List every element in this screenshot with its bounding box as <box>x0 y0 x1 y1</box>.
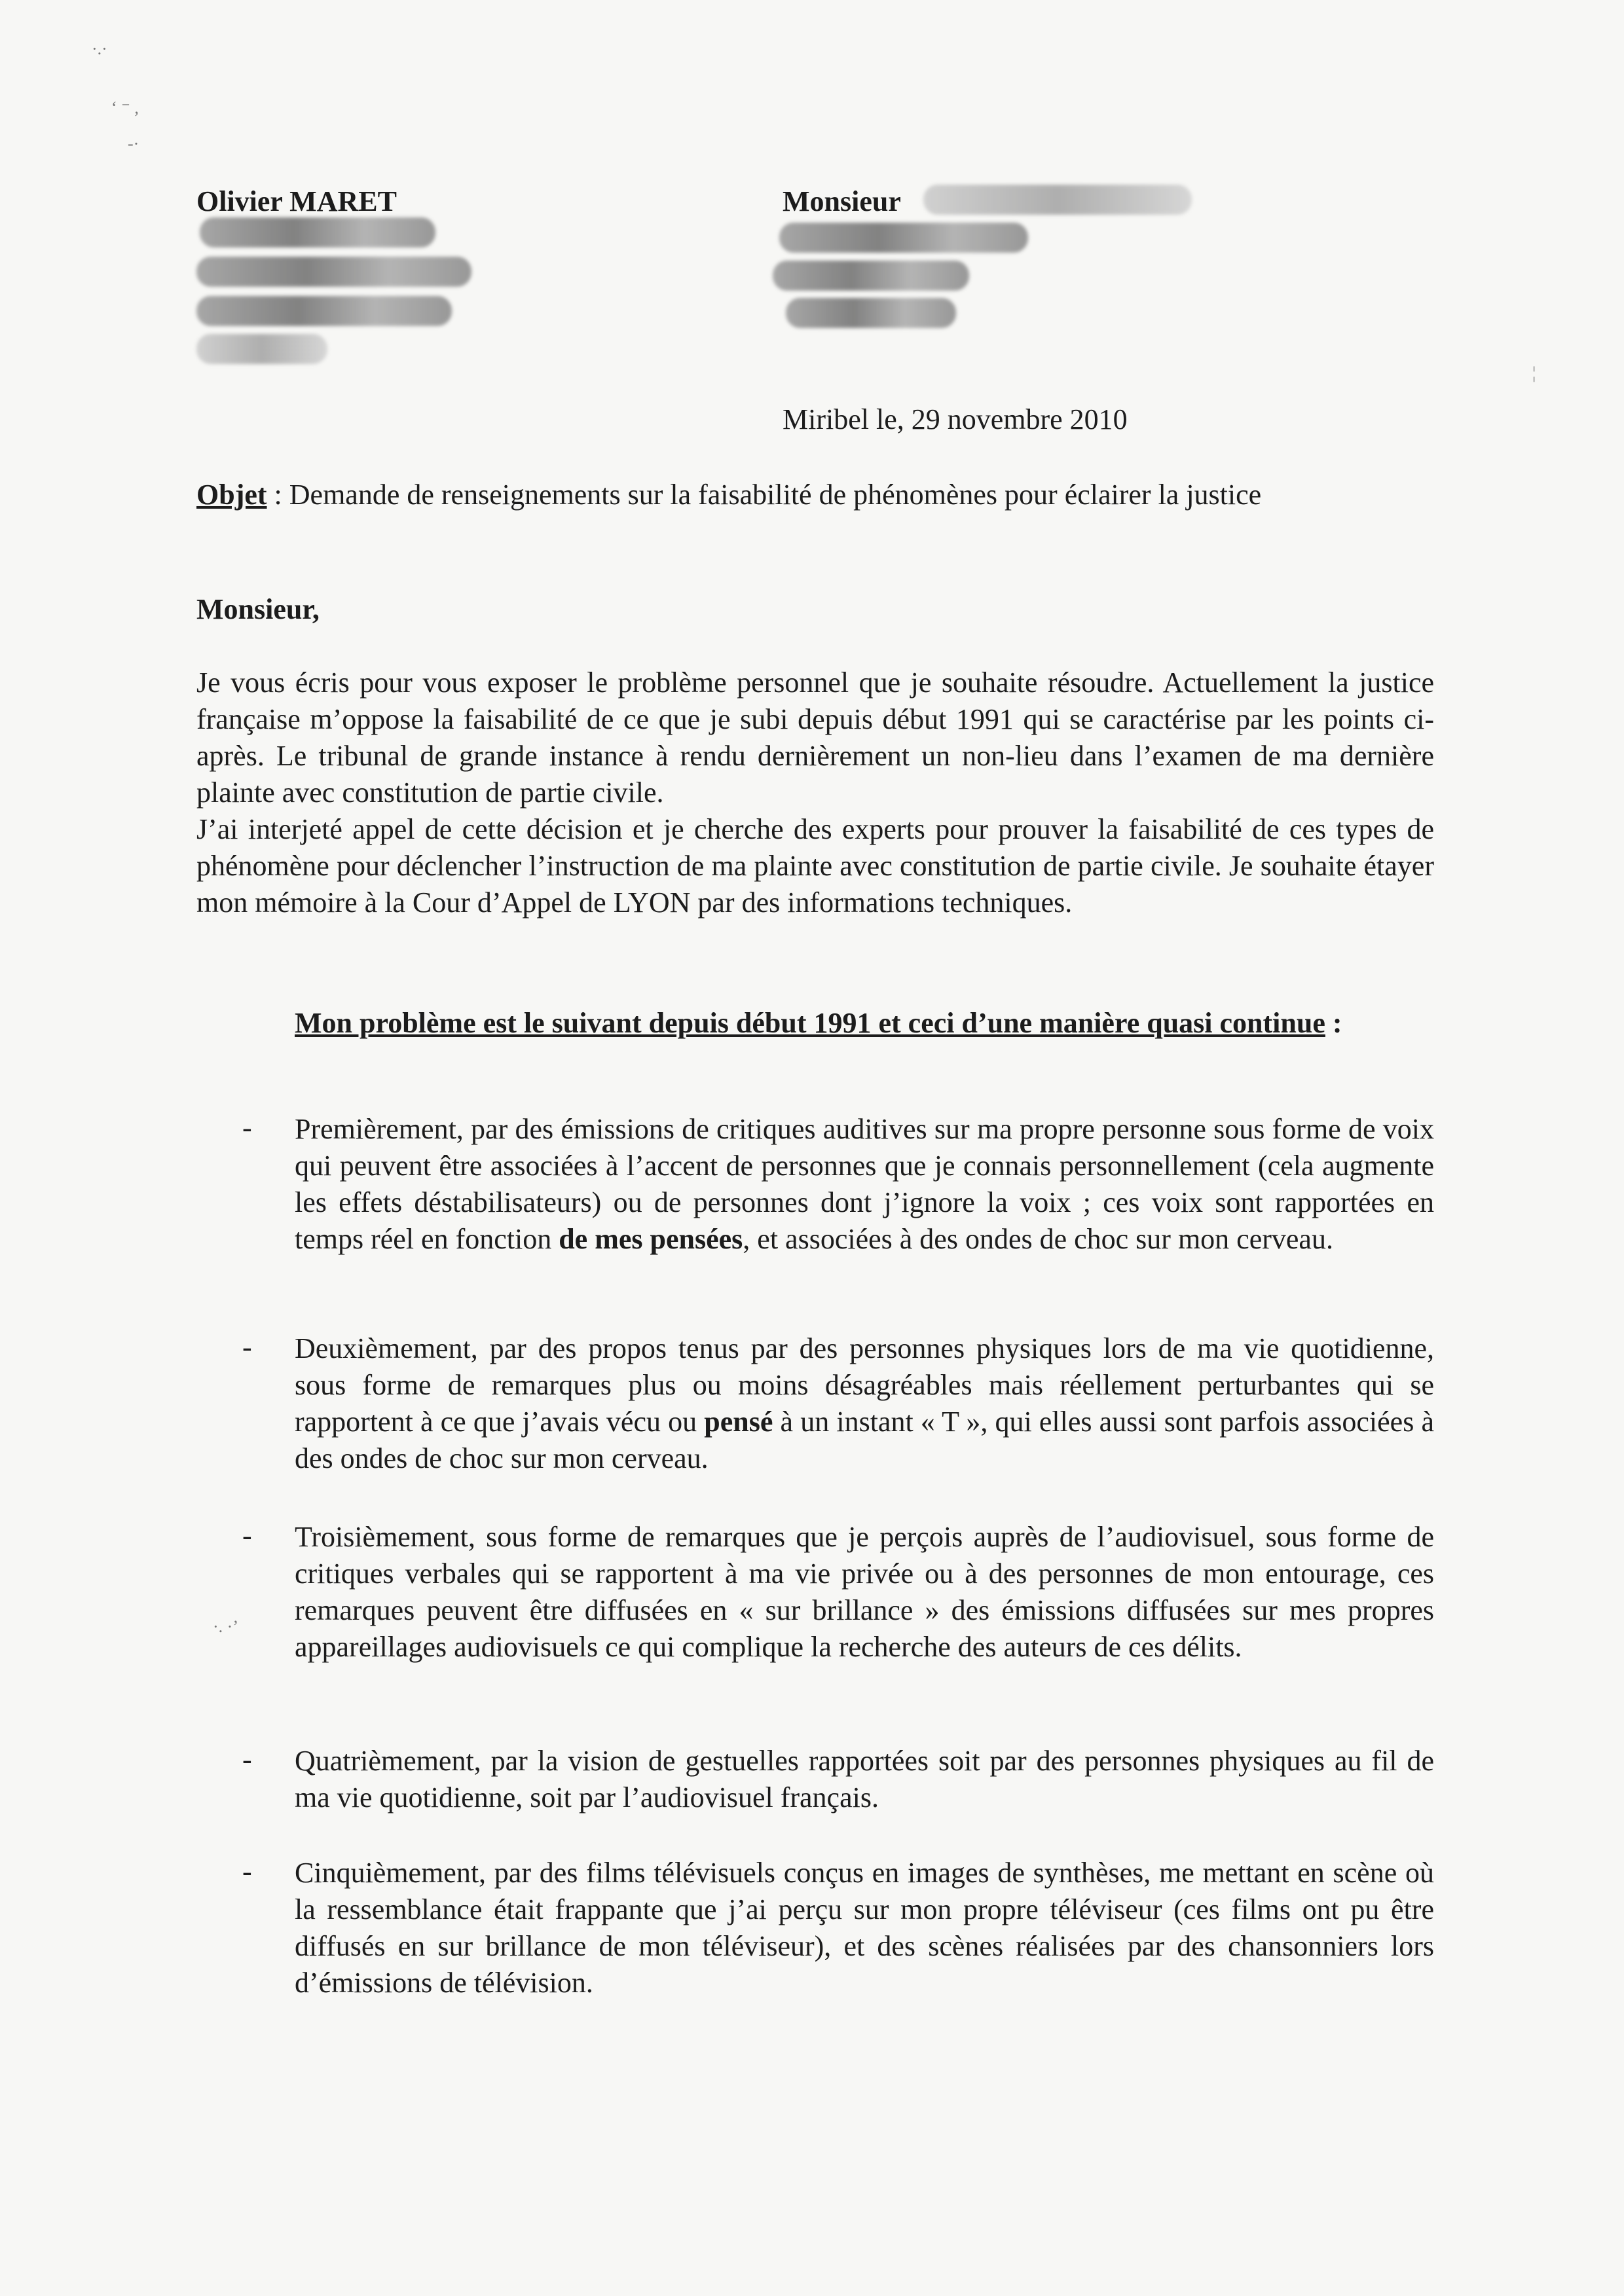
list-item-text-end: , et associées à des ondes de choc sur mon cerveau. <box>743 1223 1333 1255</box>
list-item-dash: - <box>242 1520 252 1552</box>
scan-speck: ¦ <box>1532 363 1536 382</box>
list-item-text <box>295 1519 1434 1666</box>
recipient-name-redaction <box>923 185 1192 215</box>
recipient-title: Monsieur <box>783 185 901 217</box>
problem-heading <box>295 1005 1434 1042</box>
list-item <box>242 1855 1434 2001</box>
subject-separator: : <box>267 479 289 511</box>
scan-speck: -· <box>128 134 139 153</box>
list-item-text <box>295 1743 1434 1816</box>
list-item <box>242 1330 1434 1477</box>
recipient-address-redaction <box>773 261 969 291</box>
list-item-text <box>295 1855 1434 2001</box>
problem-heading-text: Mon problème est le suivant depuis début 1991 et ceci d’une manière quasi continue <box>295 1007 1325 1039</box>
list-item-dash: - <box>242 1112 252 1144</box>
list-item-text-start: Troisièmement, sous forme de remarques que je perçois auprès de l’audiovisuel, sous forme de critiques verbales qui se rapportent à ma vie privée ou à des personnes de mon entourage, ces remarques peuvent être diffusées en « sur brillance » des émissions diffusées sur mes propres appareillages audiovisuels ce qui complique la recherche des auteurs de ces délits. <box>295 1521 1434 1663</box>
list-item-text <box>295 1111 1434 1258</box>
sender-address-redaction <box>196 334 327 364</box>
sender-address-redaction <box>196 296 452 326</box>
paragraph-intro: Je vous écris pour vous exposer le problème personnel que je souhaite résoudre. Actuellement la justice française m’oppose la faisabilité de ce que je subi depuis début 1991 qui se caractérise par les points ci-après. Le tribunal de grande instance à rendu dernièrement un non-lieu dans l’examen de ma dernière plainte avec constitution de partie civile. <box>196 666 1434 809</box>
list-item-text-start: Quatrièmement, par la vision de gestuelles rapportées soit par des personnes physiques au fil de ma vie quotidienne, soit par l’audiovisuel français. <box>295 1745 1434 1813</box>
scan-speck: ·. ·’ <box>213 1617 238 1636</box>
scan-speck: ‘ ⁻ , <box>111 98 139 117</box>
letter-date: Miribel le, 29 novembre 2010 <box>783 403 1128 435</box>
subject-line <box>196 478 1261 511</box>
list-item <box>242 1111 1434 1258</box>
list-item-text-end: à un instant « T », qui elles aussi sont parfois associées à des ondes de choc sur mon cerveau. <box>295 1406 1434 1474</box>
sender-address-redaction <box>196 257 471 287</box>
scan-speck: ·.· <box>92 39 107 58</box>
list-item-text-bold: de mes pensées <box>559 1223 743 1255</box>
salutation: Monsieur, <box>196 593 320 625</box>
list-item-text-start: Premièrement, par des émissions de critiques auditives sur ma propre personne sous forme de voix qui peuvent être associées à l’accent de personnes que je connais personnellement (cela augmente les effets déstabilisateurs) ou de personnes dont j’ignore la voix ; ces voix sont rapportées en temps réel en fonction <box>295 1113 1434 1255</box>
list-item-text-start: Deuxièmement, par des propos tenus par des personnes physiques lors de ma vie quotidienne, sous forme de remarques plus ou moins désagréables mais réellement perturbantes qui se rapportent à ce que j’avais vécu ou <box>295 1332 1434 1438</box>
recipient-address-redaction <box>779 223 1028 253</box>
subject-label: Objet <box>196 479 267 511</box>
sender-name: Olivier MARET <box>196 185 397 217</box>
subject-text: Demande de renseignements sur la faisabilité de phénomènes pour éclairer la justice <box>289 479 1262 511</box>
list-item-dash: - <box>242 1743 252 1776</box>
list-item-text <box>295 1330 1434 1477</box>
list-item-dash: - <box>242 1855 252 1887</box>
recipient-address-redaction <box>786 298 956 328</box>
list-item <box>242 1743 1434 1816</box>
list-item-text-start: Cinquièmement, par des films télévisuels conçus en images de synthèses, me mettant en scène où la ressemblance était frappante que j’ai perçu sur mon propre téléviseur (ces films ont pu être diffusés en sur brillance de mon téléviseur), et des scènes réalisées par des chansonniers lors d’émissions de télévision. <box>295 1857 1434 1999</box>
problem-heading-colon: : <box>1325 1007 1342 1039</box>
list-item-text-bold: pensé <box>704 1406 773 1438</box>
paragraph-appeal: J’ai interjeté appel de cette décision et je cherche des experts pour prouver la faisabilité de ces types de phénomène pour déclencher l’instruction de ma plainte avec constitution de partie civile. Je souhaite étayer mon mémoire à la Cour d’Appel de LYON par des informations techniques. <box>196 813 1434 919</box>
list-item <box>242 1519 1434 1666</box>
sender-address-redaction <box>200 217 435 247</box>
list-item-dash: - <box>242 1331 252 1363</box>
